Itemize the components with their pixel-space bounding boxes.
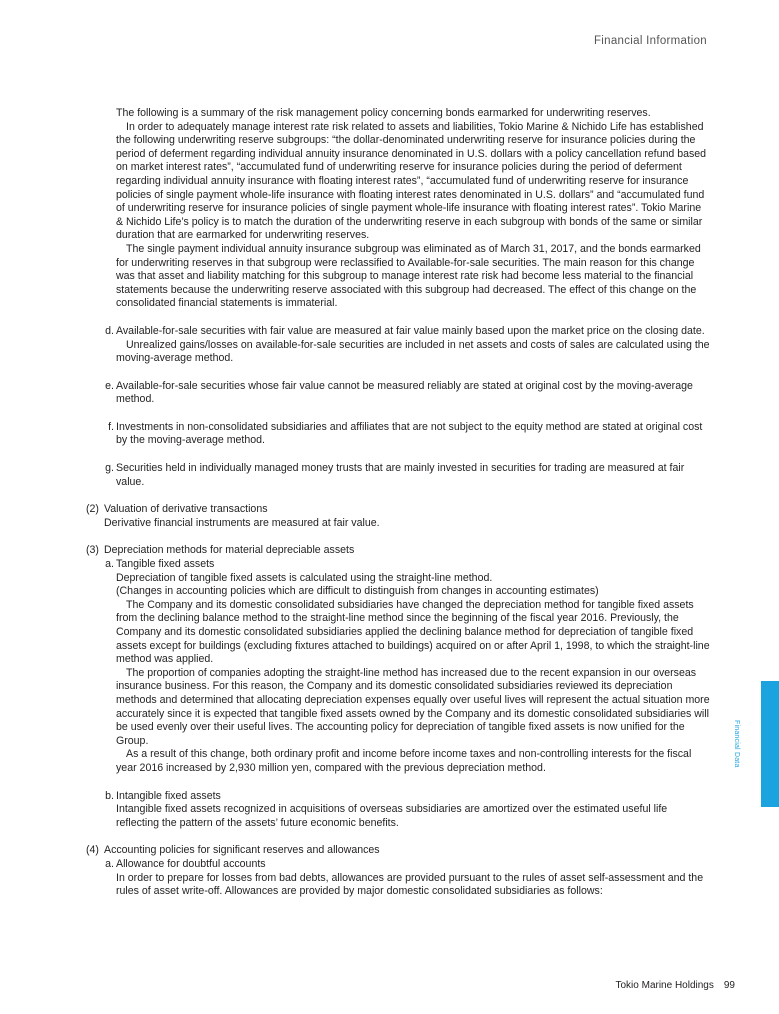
intro-paragraph-1: The following is a summary of the risk management policy concerning bonds earmarked for underwriting reserves. bbox=[116, 107, 651, 119]
section-3b-text: Intangible fixed assets recognized in acquisitions of overseas subsidiaries are amortized over the estimated useful life reflecting the pattern of the assets’ future economic benefits. bbox=[116, 803, 668, 829]
section-3 bbox=[88, 544, 710, 558]
section-4a-title: Allowance for doubtful accounts bbox=[116, 857, 266, 870]
section-3a-paragraph-1: The Company and its domestic consolidated subsidiaries have changed the depreciation method for tangible fixed assets from the declining balance method to the straight-line method since the beginning of the fiscal year 2016. Previously, the Company and its domestic consolidated subsidiaries applied the declining balance method for depreciation of tangible fixed assets except for buildings (excluding fixtures attached to buildings) acquired on or after April 1, 1998, to which the straight-line method was applied. bbox=[116, 598, 710, 666]
section-3a-title: Tangible fixed assets bbox=[116, 558, 215, 571]
section-4 bbox=[88, 844, 710, 858]
item-f bbox=[88, 421, 710, 448]
item-d bbox=[88, 325, 710, 366]
section-2-text: Derivative financial instruments are measured at fair value. bbox=[104, 516, 380, 529]
item-g-marker: g. bbox=[105, 462, 114, 475]
section-4-title: Accounting policies for significant reserves and allowances bbox=[104, 844, 380, 857]
item-e-text: Available-for-sale securities whose fair value cannot be measured reliably are stated at original cost by the moving-average method. bbox=[116, 379, 693, 406]
section-4a-marker: a. bbox=[105, 857, 114, 870]
item-f-marker: f. bbox=[108, 420, 114, 433]
section-3a-paragraph-2: The proportion of companies adopting the straight-line method has increased due to the recent expansion in our overseas insurance business. For this reason, the Company and its domestic consolidated subsidiaries reviewed its depreciation methods and determined that allocating depreciation expenses equally over useful lives will represent the actual situation more accurately since it is expected that tangible fixed assets owned by the Company and its domestic consolidated subsidiaries will be used evenly over their useful lives. The accounting policy for depreciation of tangible fixed assets is now unified for the Group. bbox=[116, 666, 710, 747]
footer-company: Tokio Marine Holdings bbox=[615, 980, 714, 991]
page-number: 99 bbox=[723, 980, 735, 991]
section-3b-title: Intangible fixed assets bbox=[116, 789, 221, 802]
section-4-marker: (4) bbox=[86, 844, 99, 857]
item-e bbox=[88, 380, 710, 407]
section-3a bbox=[88, 558, 710, 776]
section-3b bbox=[88, 790, 710, 831]
section-3-marker: (3) bbox=[86, 544, 99, 557]
item-d-paragraph: Unrealized gains/losses on available-for-sale securities are included in net assets and costs of sales are calculated using the moving-average method. bbox=[116, 338, 710, 365]
section-2-marker: (2) bbox=[86, 503, 99, 516]
section-3-title: Depreciation methods for material depreciable assets bbox=[104, 544, 355, 557]
page-footer bbox=[615, 980, 735, 991]
page-body bbox=[88, 107, 710, 899]
intro-block bbox=[88, 107, 710, 311]
item-d-marker: d. bbox=[105, 324, 114, 337]
section-3a-paragraph-3: As a result of this change, both ordinary profit and income before income taxes and non-controlling interests for the fiscal year 2016 increased by 2,930 million yen, compared with the previous depreciation method. bbox=[116, 748, 692, 774]
side-index-tab[interactable] bbox=[761, 681, 779, 807]
intro-paragraph-2: In order to adequately manage interest rate risk related to assets and liabilities, Tokio Marine & Nichido Life has established the following underwriting reserve subgroups: “the dollar-denominated underwriting reserve for insurance policies during the period of deferment regarding individual annuity insurance denominated in U.S. dollars with a policy cancellation refund based on market interest rates”, “accumulated fund of underwriting reserve for insurance policies during the period of deferment regarding individual annuity insurance with floating interest rates”, “accumulated fund of underwriting reserve for insurance policies of single payment whole-life insurance with floating interest rates denominated in U.S. dollars” and “accumulated fund of underwriting reserve for insurance policies of single payment whole-life insurance with floating interest rates”. Tokio Marine & Nichido Life’s policy is to match the duration of the underwriting reserve in each subgroup with bonds of the same or similar duration that are earmarked for underwriting reserves. bbox=[116, 120, 707, 242]
item-g-text: Securities held in individually managed money trusts that are mainly invested in securities for trading are measured at fair value. bbox=[116, 462, 685, 488]
section-3a-marker: a. bbox=[105, 558, 114, 571]
section-3b-marker: b. bbox=[105, 789, 114, 802]
side-index-label: Financial Data bbox=[733, 720, 740, 768]
section-header: Financial Information bbox=[593, 35, 707, 47]
section-2 bbox=[88, 503, 710, 530]
intro-paragraph-3: The single payment individual annuity insurance subgroup was eliminated as of March 31, 2017, and the bonds earmarked for underwriting reserves in that subgroup were reclassified to Available-for-sale securities. The main reason for this change was that asset and liability matching for this subgroup to manage interest rate risk had become less material to the financial statements because the underwriting reserve associated with this subgroup had decreased. The effect of this change on the consolidated financial statements is immaterial. bbox=[116, 242, 701, 310]
section-4a bbox=[88, 858, 710, 899]
item-d-text: Available-for-sale securities with fair value are measured at fair value mainly based upon the market price on the closing date. bbox=[116, 324, 705, 337]
section-3a-line-1: Depreciation of tangible fixed assets is calculated using the straight-line method. bbox=[116, 571, 493, 584]
item-f-text: Investments in non-consolidated subsidiaries and affiliates that are not subject to the equity method are stated at original cost by the moving-average method. bbox=[116, 420, 703, 447]
section-3a-line-2: (Changes in accounting policies which are difficult to distinguish from changes in accounting estimates) bbox=[116, 585, 599, 598]
section-4a-text: In order to prepare for losses from bad debts, allowances are provided pursuant to the rules of asset self-assessment and the rules of asset write-off. Allowances are provided by major domestic consolidated subsidiaries as follows: bbox=[116, 871, 704, 898]
item-g bbox=[88, 462, 710, 489]
item-e-marker: e. bbox=[105, 379, 114, 392]
section-2-title: Valuation of derivative transactions bbox=[104, 503, 268, 516]
